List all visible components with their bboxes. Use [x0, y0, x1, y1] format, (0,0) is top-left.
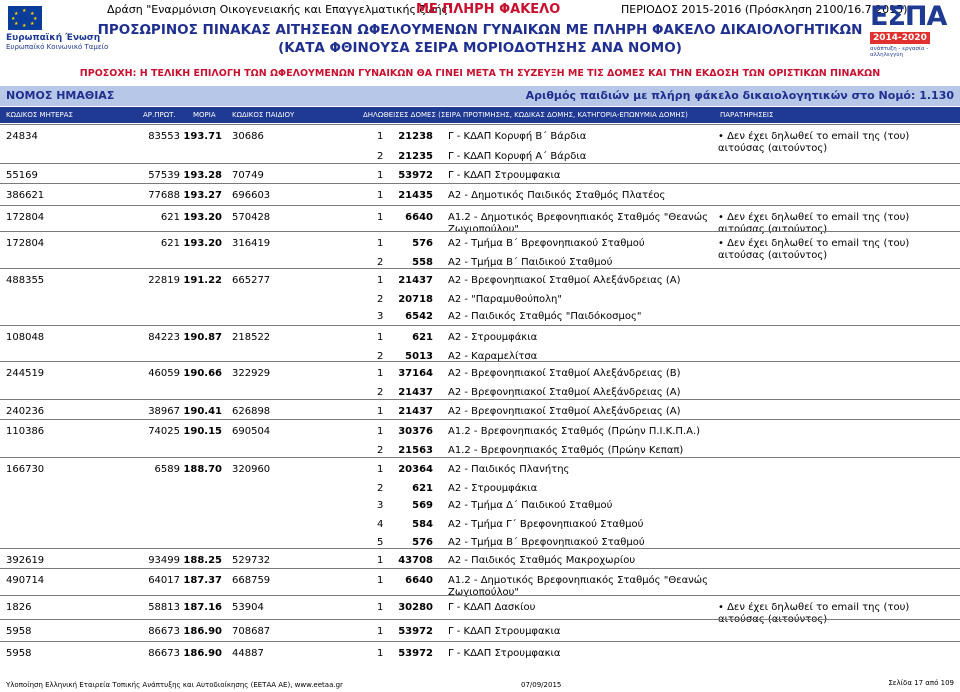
- structure-code: 21437: [398, 275, 433, 286]
- points-value: 193.28: [183, 170, 222, 181]
- structure-name: Γ - ΚΔΑΠ Κορυφή Α΄ Βάρδια: [448, 151, 587, 162]
- footer-credit: Υλοποίηση Ελληνική Εταιρεία Τοπικής Ανάπτυξης και Αυτοδιοίκησης (ΕΕΤΑΑ ΑΕ), www.eetaa.gr: [6, 681, 343, 689]
- points-value: 191.22: [183, 275, 222, 286]
- col-notes: ΠΑΡΑΤΗΡΗΣΕΙΣ: [720, 111, 774, 119]
- preference-order: 1: [377, 131, 384, 142]
- structure-code: 584: [412, 519, 433, 530]
- preference-order: 1: [377, 406, 384, 417]
- esf-title: Ευρωπαϊκό Κοινωνικό Ταμείο: [6, 43, 109, 51]
- note-text: [718, 212, 958, 236]
- page-header: [0, 0, 960, 68]
- table-row: [0, 619, 960, 637]
- structure-name: Α2 - Βρεφονηπιακοί Σταθμοί Αλεξάνδρειας (Α): [448, 406, 681, 417]
- mother-code: 5958: [6, 648, 32, 659]
- table-row: [0, 641, 960, 659]
- child-code: 708687: [232, 626, 271, 637]
- table-row: [0, 268, 960, 322]
- child-code: 322929: [232, 368, 271, 379]
- points-value: 187.37: [183, 575, 222, 586]
- structure-name: Α2 - Παιδικός Σταθμός Μακροχωρίου: [448, 555, 636, 566]
- structure-code: 6542: [405, 311, 433, 322]
- structure-name: Γ - ΚΔΑΠ Στρουμφακια: [448, 626, 561, 637]
- protocol-number: 621: [160, 238, 180, 249]
- bullet-icon: •: [718, 212, 728, 223]
- mother-code: 1826: [6, 602, 32, 613]
- structure-name: Α2 - Βρεφονηπιακοί Σταθμοί Αλεξάνδρειας (Α): [448, 275, 681, 286]
- col-structures: ΔΗΛΩΘΕΙΣΕΣ ΔΟΜΕΣ (ΣΕΙΡΑ ΠΡΟΤΙΜΗΣΗΣ, ΚΩΔΙΚΑΣ ΔΟΜΗΣ, ΚΑΤΗΓΟΡΙΑ-ΕΠΩΝΥΜΙΑ ΔΟΜΗΣ): [363, 111, 688, 119]
- col-protocol: ΑΡ.ΠΡΩΤ.: [143, 111, 176, 119]
- mother-code: 244519: [6, 368, 45, 379]
- note-message: Δεν έχει δηλωθεί το email της (του) αιτούσας (αιτούντος): [718, 602, 910, 625]
- child-code: 70749: [232, 170, 264, 181]
- structure-code: 21563: [398, 445, 433, 456]
- preference-order: 1: [377, 426, 384, 437]
- eu-title: Ευρωπαϊκή Ένωση: [6, 33, 101, 43]
- preference-order: 1: [377, 275, 384, 286]
- mother-code: 166730: [6, 464, 45, 475]
- prefecture-name: ΝΟΜΟΣ ΗΜΑΘΙΑΣ: [6, 89, 115, 102]
- protocol-number: 38967: [148, 406, 180, 417]
- preference-order: 1: [377, 602, 384, 613]
- mother-code: 488355: [6, 275, 45, 286]
- note-message: Δεν έχει δηλωθεί το email της (του) αιτούσας (αιτούντος): [718, 238, 910, 261]
- protocol-number: 58813: [148, 602, 180, 613]
- structure-code: 558: [412, 257, 433, 268]
- table-row: [0, 325, 960, 362]
- structure-code: 621: [412, 332, 433, 343]
- protocol-number: 6589: [154, 464, 180, 475]
- preference-order: 1: [377, 648, 384, 659]
- structure-name: Α1.2 - Βρεφονηπιακός Σταθμός (Πρώην Π.Ι.Κ.Π.Α.): [448, 426, 701, 437]
- mother-code: 392619: [6, 555, 45, 566]
- structure-name: Α2 - Δημοτικός Παιδικός Σταθμός Πλατέος: [448, 190, 666, 201]
- protocol-number: 86673: [148, 626, 180, 637]
- points-value: 190.66: [183, 368, 222, 379]
- note-message: Δεν έχει δηλωθεί το email της (του) αιτούσας (αιτούντος): [718, 212, 910, 235]
- structure-name: Γ - ΚΔΑΠ Στρουμφακια: [448, 648, 561, 659]
- mother-code: 386621: [6, 190, 45, 201]
- col-points: ΜΟΡΙΑ: [193, 111, 216, 119]
- structure-code: 53972: [398, 648, 433, 659]
- table-row: [0, 183, 960, 201]
- warning-text: ΠΡΟΣΟΧΗ: Η ΤΕΛΙΚΗ ΕΠΙΛΟΓΗ ΤΩΝ ΩΦΕΛΟΥΜΕΝΩΝ ΓΥΝΑΙΚΩΝ ΘΑ ΓΙΝΕΙ ΜΕΤΑ ΤΗ ΣΥΖΕΥΞΗ ΜΕ ΤΙΣ ΔΟΜΕΣ ΚΑΙ ΤΗΝ ΕΚΔΟΣΗ ΤΩΝ ΟΡΙΣΤΙΚΩΝ ΠΙΝΑΚΩΝ: [79, 68, 881, 79]
- preference-order: 2: [377, 483, 384, 494]
- note-text: [718, 131, 958, 155]
- protocol-number: 57539: [148, 170, 180, 181]
- preference-order: 1: [377, 212, 384, 223]
- child-code: 570428: [232, 212, 271, 223]
- preference-order: 3: [377, 311, 384, 322]
- points-value: 190.41: [183, 406, 222, 417]
- espa-slogan: ανάπτυξη - εργασία - αλληλεγγύη: [870, 46, 929, 58]
- footer-date: 07/09/2015: [521, 681, 562, 689]
- structure-name: Γ - ΚΔΑΠ Δασκίου: [448, 602, 536, 613]
- preference-order: 1: [377, 170, 384, 181]
- protocol-number: 84223: [148, 332, 180, 343]
- table-row: [0, 205, 960, 235]
- structure-code: 53972: [398, 626, 433, 637]
- mother-code: 108048: [6, 332, 45, 343]
- structure-name: Γ - ΚΔΑΠ Κορυφή Β΄ Βάρδια: [448, 131, 587, 142]
- child-code: 53904: [232, 602, 264, 613]
- col-mother: ΚΩΔΙΚΟΣ ΜΗΤΕΡΑΣ: [6, 111, 73, 119]
- preference-order: 2: [377, 151, 384, 162]
- eu-flag-icon: ★ ★ ★ ★ ★ ★ ★ ★: [8, 6, 42, 30]
- structure-name: Α2 - Παιδικός Πλανήτης: [448, 464, 570, 475]
- table-row: [0, 399, 960, 417]
- table-row: [0, 457, 960, 548]
- protocol-number: 77688: [148, 190, 180, 201]
- points-value: 186.90: [183, 648, 222, 659]
- bullet-icon: •: [718, 238, 728, 249]
- table-row: [0, 419, 960, 456]
- protocol-number: 46059: [148, 368, 180, 379]
- points-value: 193.27: [183, 190, 222, 201]
- espa-logo: [870, 1, 956, 58]
- bullet-icon: •: [718, 131, 728, 142]
- preference-order: 2: [377, 387, 384, 398]
- structure-code: 6640: [405, 212, 433, 223]
- child-code: 529732: [232, 555, 271, 566]
- mother-code: 172804: [6, 238, 45, 249]
- table-row: [0, 568, 960, 598]
- structure-name: Α2 - Τμήμα Β΄ Παιδικού Σταθμού: [448, 257, 613, 268]
- page-title: ΠΡΟΣΩΡΙΝΟΣ ΠΙΝΑΚΑΣ ΑΙΤΗΣΕΩΝ ΩΦΕΛΟΥΜΕΝΩΝ ΓΥΝΑΙΚΩΝ ΜΕ ΠΛΗΡΗ ΦΑΚΕΛΟ ΔΙΚΑΙΟΛΟΓΗΤΙΚΩΝ: [97, 22, 863, 38]
- prefecture-bar: [0, 86, 960, 106]
- table-row: [0, 548, 960, 566]
- structure-code: 43708: [398, 555, 433, 566]
- child-code: 30686: [232, 131, 264, 142]
- footer-page: Σελίδα 17 από 109: [888, 679, 954, 687]
- points-value: 188.25: [183, 555, 222, 566]
- structure-name: Α2 - Βρεφονηπιακοί Σταθμοί Αλεξάνδρειας (Α): [448, 387, 681, 398]
- structure-name: Α2 - Τμήμα Δ΄ Παιδικού Σταθμού: [448, 500, 613, 511]
- structure-code: 21437: [398, 387, 433, 398]
- preference-order: 1: [377, 332, 384, 343]
- preference-order: 1: [377, 190, 384, 201]
- structure-name: Α2 - Τμήμα Β΄ Βρεφονηπιακού Σταθμού: [448, 238, 645, 249]
- structure-name: Α2 - Στρουμφάκια: [448, 332, 538, 343]
- structure-code: 576: [412, 238, 433, 249]
- structure-name: Α2 - Καραμελίτσα: [448, 351, 538, 362]
- points-value: 187.16: [183, 602, 222, 613]
- table-header: [0, 107, 960, 123]
- protocol-number: 86673: [148, 648, 180, 659]
- structure-code: 30376: [398, 426, 433, 437]
- child-code: 665277: [232, 275, 271, 286]
- structure-name: Α1.2 - Δημοτικός Βρεφονηπιακός Σταθμός "Θεανώς Ζωγιοπούλου": [448, 212, 709, 235]
- structure-code: 21238: [398, 131, 433, 142]
- preference-order: 3: [377, 500, 384, 511]
- mother-code: 24834: [6, 131, 38, 142]
- points-value: 186.90: [183, 626, 222, 637]
- structure-code: 21435: [398, 190, 433, 201]
- points-value: 190.87: [183, 332, 222, 343]
- structure-name: Α2 - Βρεφονηπιακοί Σταθμοί Αλεξάνδρειας (Β): [448, 368, 681, 379]
- child-code: 320960: [232, 464, 271, 475]
- col-child: ΚΩΔΙΚΟΣ ΠΑΙΔΙΟΥ: [232, 111, 295, 119]
- structure-name: Α2 - "Παραμυθούπολη": [448, 294, 562, 305]
- preference-order: 1: [377, 368, 384, 379]
- child-code: 44887: [232, 648, 264, 659]
- preference-order: 1: [377, 626, 384, 637]
- preference-order: 2: [377, 257, 384, 268]
- preference-order: 1: [377, 555, 384, 566]
- bullet-icon: •: [718, 602, 728, 613]
- espa-years: 2014-2020: [870, 32, 930, 44]
- preference-order: 2: [377, 445, 384, 456]
- preference-order: 2: [377, 294, 384, 305]
- points-value: 193.71: [183, 131, 222, 142]
- full-file-title: ΜΕ ΠΛΗΡΗ ΦΑΚΕΛΟ: [416, 2, 561, 17]
- table-row: [0, 124, 960, 162]
- structure-code: 6640: [405, 575, 433, 586]
- preference-order: 1: [377, 575, 384, 586]
- children-count: Αριθμός παιδιών με πλήρη φάκελο δικαιολογητικών στο Νομό: 1.130: [525, 89, 954, 102]
- child-code: 690504: [232, 426, 271, 437]
- protocol-number: 93499: [148, 555, 180, 566]
- child-code: 316419: [232, 238, 271, 249]
- table-row: [0, 595, 960, 625]
- structure-code: 569: [412, 500, 433, 511]
- protocol-number: 64017: [148, 575, 180, 586]
- structure-code: 21437: [398, 406, 433, 417]
- points-value: 193.20: [183, 212, 222, 223]
- child-code: 668759: [232, 575, 271, 586]
- structure-code: 21235: [398, 151, 433, 162]
- note-message: Δεν έχει δηλωθεί το email της (του) αιτούσας (αιτούντος): [718, 131, 910, 154]
- structure-name: Α2 - Στρουμφάκια: [448, 483, 538, 494]
- mother-code: 110386: [6, 426, 45, 437]
- points-value: 188.70: [183, 464, 222, 475]
- structure-code: 621: [412, 483, 433, 494]
- preference-order: 1: [377, 464, 384, 475]
- note-text: [718, 238, 958, 262]
- structure-code: 5013: [405, 351, 433, 362]
- structure-code: 37164: [398, 368, 433, 379]
- structure-code: 30280: [398, 602, 433, 613]
- points-value: 193.20: [183, 238, 222, 249]
- mother-code: 5958: [6, 626, 32, 637]
- preference-order: 2: [377, 351, 384, 362]
- action-title: Δράση "Εναρμόνιση Οικογενειακής και Επαγγελματικής ζωής": [107, 3, 454, 16]
- child-code: 696603: [232, 190, 271, 201]
- structure-name: Α1.2 - Δημοτικός Βρεφονηπιακός Σταθμός "Θεανώς Ζωγιοπούλου": [448, 575, 709, 598]
- preference-order: 5: [377, 537, 384, 548]
- protocol-number: 22819: [148, 275, 180, 286]
- structure-name: Α2 - Τμήμα Β΄ Βρεφονηπιακού Σταθμού: [448, 537, 645, 548]
- table-row: [0, 231, 960, 268]
- structure-name: Α2 - Παιδικός Σταθμός "Παιδόκοσμος": [448, 311, 642, 322]
- structure-code: 20718: [398, 294, 433, 305]
- period-title: ΠΕΡΙΟΔΟΣ 2015-2016 (Πρόσκληση 2100/16.7.2015): [621, 3, 908, 16]
- structure-code: 20364: [398, 464, 433, 475]
- note-text: [718, 602, 958, 626]
- child-code: 626898: [232, 406, 271, 417]
- preference-order: 4: [377, 519, 384, 530]
- mother-code: 55169: [6, 170, 38, 181]
- protocol-number: 621: [160, 212, 180, 223]
- structure-name: Α2 - Τμήμα Γ΄ Βρεφονηπιακού Σταθμού: [448, 519, 644, 530]
- structure-code: 576: [412, 537, 433, 548]
- table-row: [0, 361, 960, 398]
- protocol-number: 83553: [148, 131, 180, 142]
- mother-code: 240236: [6, 406, 45, 417]
- preference-order: 1: [377, 238, 384, 249]
- structure-name: Γ - ΚΔΑΠ Στρουμφακια: [448, 170, 561, 181]
- structure-code: 53972: [398, 170, 433, 181]
- child-code: 218522: [232, 332, 271, 343]
- table-row: [0, 163, 960, 181]
- points-value: 190.15: [183, 426, 222, 437]
- protocol-number: 74025: [148, 426, 180, 437]
- page-subtitle: (ΚΑΤΑ ΦΘΙΝΟΥΣΑ ΣΕΙΡΑ ΜΟΡΙΟΔΟΤΗΣΗΣ ΑΝΑ ΝΟΜΟ): [278, 40, 682, 56]
- mother-code: 172804: [6, 212, 45, 223]
- mother-code: 490714: [6, 575, 45, 586]
- structure-name: Α1.2 - Βρεφονηπιακός Σταθμός (Πρώην Κεπαπ): [448, 445, 684, 456]
- espa-title: ΕΣΠΑ: [870, 1, 947, 32]
